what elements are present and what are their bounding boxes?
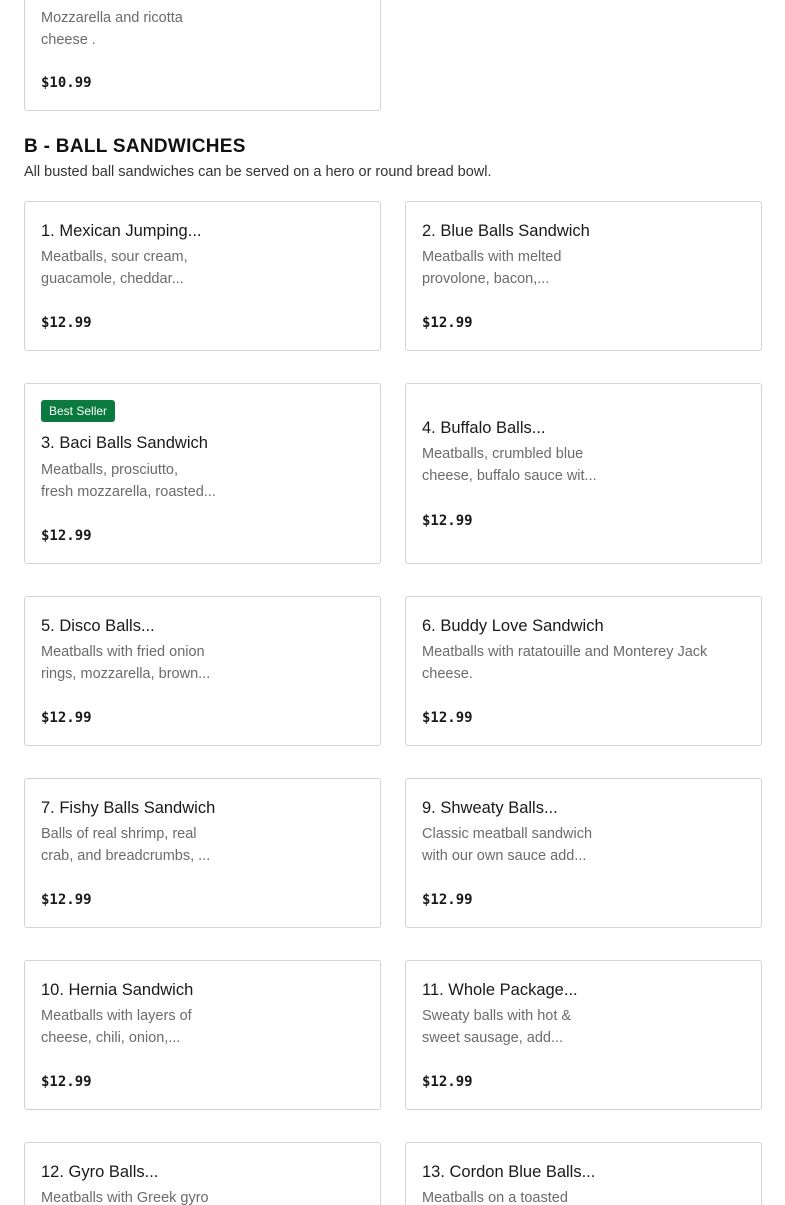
menu-item-title: 5. Disco Balls... <box>41 617 155 635</box>
menu-item-card[interactable] <box>24 1142 381 1205</box>
menu-item-title: 6. Buddy Love Sandwich <box>422 617 604 635</box>
menu-item-description <box>41 1187 221 1205</box>
menu-item-card[interactable] <box>24 383 381 564</box>
menu-item-card[interactable] <box>405 201 762 351</box>
desc-line: fresh mozzarella, roasted... <box>41 484 216 500</box>
desc-line: cheese . <box>41 32 96 48</box>
menu-item-card[interactable] <box>24 596 381 746</box>
menu-item-card[interactable] <box>24 778 381 928</box>
desc-line: Meatballs with layers of <box>41 1008 192 1024</box>
menu-item-card[interactable] <box>405 383 762 564</box>
menu-item-description <box>41 823 221 867</box>
desc-line: Meatballs, prosciutto, <box>41 462 179 478</box>
menu-item-description <box>422 246 602 290</box>
desc-line: rings, mozzarella, brown... <box>41 666 211 682</box>
desc-line: Meatballs on a toasted <box>422 1190 568 1205</box>
menu-item-price: $12.99 <box>422 315 473 331</box>
menu-item-title: 13. Cordon Blue Balls... <box>422 1163 596 1181</box>
menu-item-description <box>422 641 732 685</box>
menu-item-card[interactable] <box>24 201 381 351</box>
desc-line: Meatballs, crumbled blue <box>422 446 584 462</box>
menu-item-price: $12.99 <box>422 892 473 908</box>
menu-item-price: $12.99 <box>41 1074 92 1090</box>
menu-item-description <box>422 1187 602 1205</box>
menu-item-title: 4. Buffalo Balls... <box>422 419 546 437</box>
menu-item-title: 11. Whole Package... <box>422 981 578 999</box>
desc-line: Meatballs with ratatouille and Monterey Jack <box>422 644 708 660</box>
menu-item-title: 7. Fishy Balls Sandwich <box>41 799 216 817</box>
desc-line: Meatballs, sour cream, <box>41 249 188 265</box>
section-subtitle: All busted ball sandwiches can be served on a hero or round bread bowl. <box>24 164 492 180</box>
desc-line: Mozzarella and ricotta <box>41 10 183 26</box>
menu-item-description <box>422 1005 602 1049</box>
desc-line: Balls of real shrimp, real <box>41 826 197 842</box>
desc-line: Meatballs with fried onion <box>41 644 205 660</box>
menu-item-title: 1. Mexican Jumping... <box>41 222 202 240</box>
menu-item-price: $12.99 <box>41 528 92 544</box>
desc-line: Classic meatball sandwich <box>422 826 593 842</box>
menu-item-title: 10. Hernia Sandwich <box>41 981 194 999</box>
menu-item-price: $12.99 <box>422 1074 473 1090</box>
best-seller-badge: Best Seller <box>41 400 115 422</box>
menu-item-price: $12.99 <box>41 710 92 726</box>
desc-line: Sweaty balls with hot & <box>422 1008 572 1024</box>
menu-item-title: 3. Baci Balls Sandwich <box>41 434 208 452</box>
menu-item-title: 2. Blue Balls Sandwich <box>422 222 590 240</box>
desc-line: with our own sauce add... <box>422 848 587 864</box>
menu-item-description <box>41 7 221 51</box>
menu-item-card[interactable] <box>405 960 762 1110</box>
menu-item-description <box>41 246 221 290</box>
menu-item-card-prev[interactable] <box>24 0 381 111</box>
menu-item-description <box>422 443 612 487</box>
menu-item-description <box>41 1005 221 1049</box>
desc-line: crab, and breadcrumbs, ... <box>41 848 211 864</box>
menu-item-card[interactable] <box>405 1142 762 1205</box>
menu-item-description <box>422 823 602 867</box>
desc-line: cheese, buffalo sauce wit... <box>422 468 597 484</box>
desc-line: cheese. <box>422 666 473 682</box>
menu-item-description <box>41 459 231 503</box>
menu-item-price: $12.99 <box>422 710 473 726</box>
menu-item-card[interactable] <box>405 596 762 746</box>
menu-item-title: 9. Shweaty Balls... <box>422 799 558 817</box>
menu-item-price: $12.99 <box>41 315 92 331</box>
menu-item-price: $12.99 <box>422 513 473 529</box>
desc-line: cheese, chili, onion,... <box>41 1030 181 1046</box>
menu-item-card[interactable] <box>405 778 762 928</box>
menu-item-card[interactable] <box>24 960 381 1110</box>
menu-item-title: 12. Gyro Balls... <box>41 1163 159 1181</box>
desc-line: Meatballs with Greek gyro <box>41 1190 209 1205</box>
section-title: B - BALL SANDWICHES <box>24 136 246 157</box>
desc-line: guacamole, cheddar... <box>41 271 184 287</box>
desc-line: provolone, bacon,... <box>422 271 550 287</box>
desc-line: sweet sausage, add... <box>422 1030 564 1046</box>
desc-line: Meatballs with melted <box>422 249 562 265</box>
menu-item-description <box>41 641 221 685</box>
menu-item-price: $12.99 <box>41 892 92 908</box>
menu-item-price: $10.99 <box>41 75 92 91</box>
